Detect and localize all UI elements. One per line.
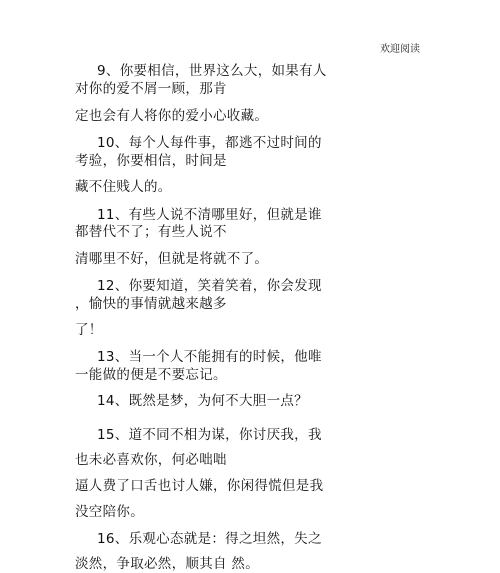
text-line: 15、道不同不相为谋，你讨厌我，我 xyxy=(97,427,322,443)
text-line: 淡然，争取必然，顺其自 然。 xyxy=(75,556,259,572)
text-line: 清哪里不好，但就是将就不了。 xyxy=(75,251,269,267)
text-line: 了！ xyxy=(75,322,103,338)
text-line: 10、每个人每件事，都逃不过时间的 xyxy=(97,135,322,151)
text-line: 藏不住贱人的。 xyxy=(75,179,172,195)
text-line: 考验，你要相信，时间是 xyxy=(75,153,227,169)
text-line: 12、你要知道，笑着笑着，你会发现 xyxy=(97,278,322,294)
text-line: 逼人费了口舌也讨人嫌，你闲得慌但是我 xyxy=(75,478,324,494)
text-line: 定也会有人将你的爱小心收藏。 xyxy=(75,108,269,124)
text-line: 都替代不了；有些人说不 xyxy=(75,224,227,240)
text-line: 11、有些人说不清哪里好，但就是谁 xyxy=(97,207,322,223)
text-line: 对你的爱不屑一顾，那肯 xyxy=(75,81,227,97)
text-line: 也未必喜欢你，何必咄咄 xyxy=(75,452,227,468)
text-line: 9、你要相信，世界这么大，如果有人 xyxy=(97,63,327,79)
text-line: 14、既然是梦，为何不大胆一点？ xyxy=(97,393,308,409)
text-line: 一能做的便是不要忘记。 xyxy=(75,367,227,383)
text-line: 16、乐观心态就是：得之坦然，失之 xyxy=(97,531,322,547)
text-line: 没空陪你。 xyxy=(75,504,144,520)
text-line: 13、当一个人不能拥有的时候，他唯 xyxy=(97,349,322,365)
text-line: ，愉快的事情就越来越多 xyxy=(75,296,227,312)
header-note: 欢迎阅读 xyxy=(380,44,420,55)
